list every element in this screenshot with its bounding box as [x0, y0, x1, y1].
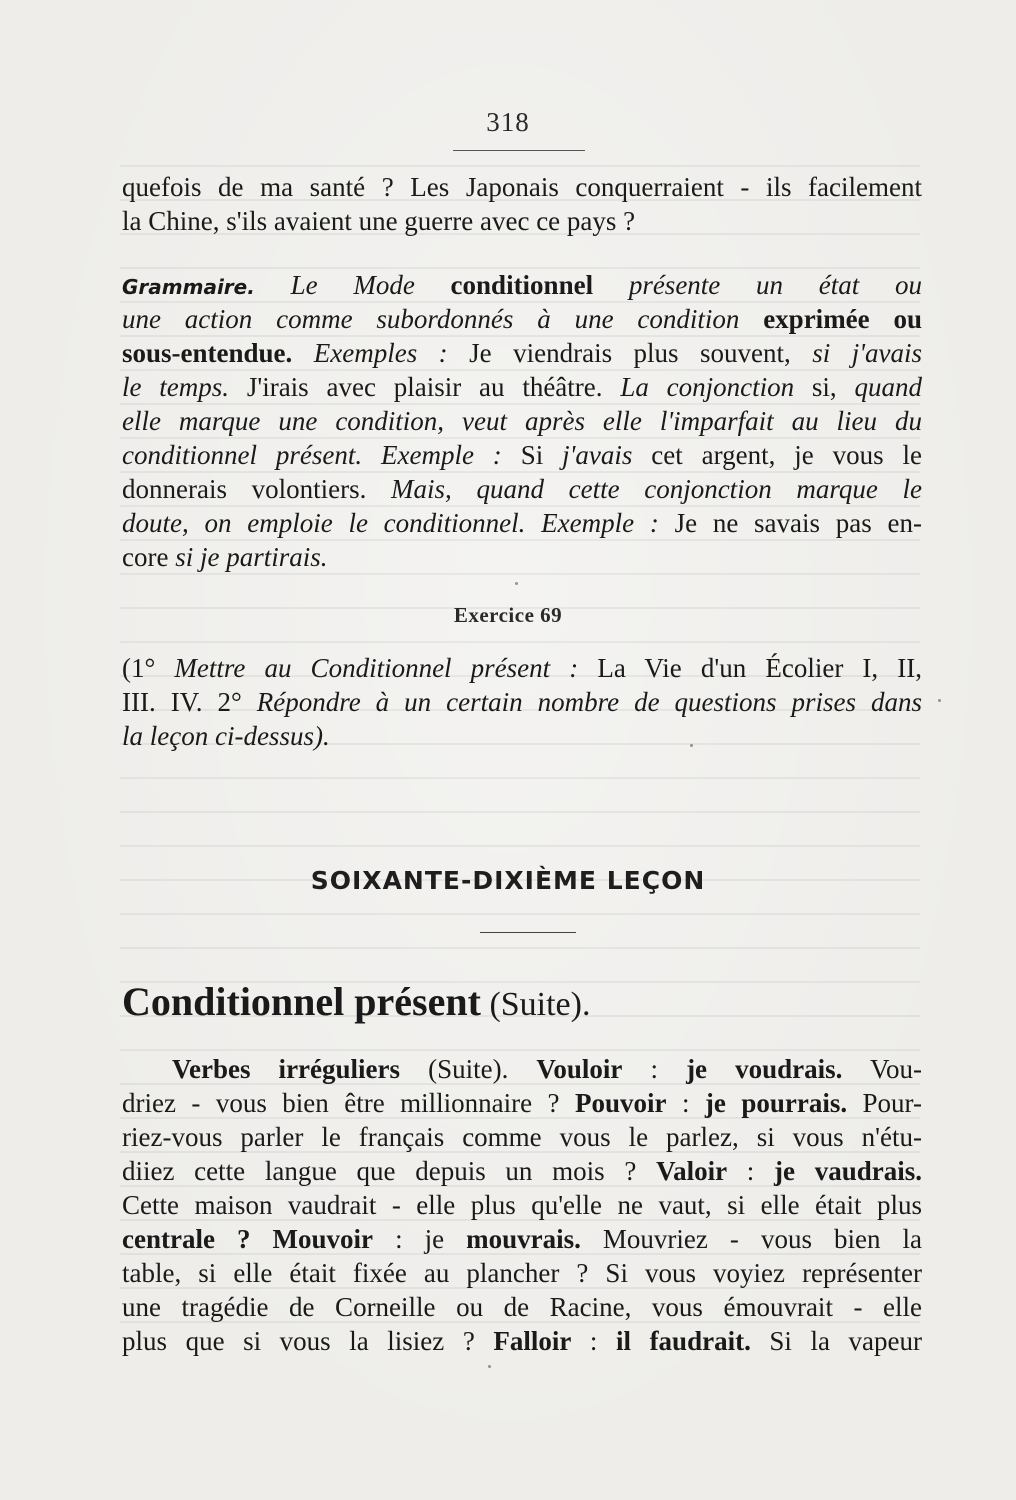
lesson-heading: SOIXANTE-DIXIÈME LEÇON	[310, 866, 706, 895]
verbs-line: Cette maison vaudrait - elle plus qu'elle ne vaut, si elle était plus	[122, 1190, 922, 1220]
print-speck	[938, 699, 941, 702]
section-title: Conditionnel présent (Suite).	[122, 979, 591, 1024]
verbs-line: riez-vous parler le français comme vous le parlez, si vous n'étu-	[122, 1122, 922, 1152]
print-speck	[515, 582, 518, 585]
grammar-label: Grammaire.	[122, 275, 255, 299]
grammar-line: doute, on emploie le conditionnel. Exemple : Je ne savais pas en-	[122, 508, 922, 538]
grammar-line: Grammaire. Le Mode conditionnel présente un état ou	[122, 270, 922, 300]
exercise-heading: Exercice 69	[453, 603, 563, 627]
grammar-paragraph	[122, 268, 922, 574]
grammar-line: donnerais volontiers. Mais, quand cette conjonction marque le	[122, 474, 922, 504]
verbs-line: Verbes irréguliers (Suite). Vouloir : je voudrais. Vou-	[172, 1054, 922, 1084]
intro-paragraph	[122, 170, 922, 238]
exercise-line: III. IV. 2° Répondre à un certain nombre de questions prises dans	[122, 687, 923, 717]
intro-line: la Chine, s'ils avaient une guerre avec ce pays ?	[122, 206, 636, 236]
verbs-line: centrale ? Mouvoir : je mouvrais. Mouvriez - vous bien la	[122, 1224, 923, 1254]
grammar-line: conditionnel présent. Exemple : Si j'avais cet argent, je vous le	[122, 440, 922, 470]
verbs-line: plus que si vous la lisiez ? Falloir : il faudrait. Si la vapeur	[122, 1326, 922, 1356]
grammar-line: le temps. J'irais avec plaisir au théâtre. La conjonction si, quand	[122, 372, 922, 402]
verbs-line: une tragédie de Corneille ou de Racine, vous émouvrait - elle	[122, 1292, 922, 1322]
exercise-line: (1° Mettre au Conditionnel présent : La Vie d'un Écolier I, II,	[122, 653, 922, 683]
exercise-paragraph	[122, 651, 922, 753]
verbs-paragraph	[122, 1052, 922, 1358]
intro-line: quefois de ma santé ? Les Japonais conquerraient - ils facilement	[122, 172, 922, 202]
page-number-rule	[453, 150, 585, 151]
exercise-line: la leçon ci-dessus).	[122, 721, 330, 751]
verbs-line: diiez cette langue que depuis un mois ? Valoir : je vaudrais.	[122, 1156, 922, 1186]
grammar-line: core si je partirais.	[122, 542, 328, 572]
lesson-rule	[480, 932, 576, 933]
verbs-line: table, si elle était fixée au plancher ? Si vous voyiez représenter	[122, 1258, 922, 1288]
grammar-line: elle marque une condition, veut après elle l'imparfait au lieu du	[122, 406, 922, 436]
page-number: 318	[486, 107, 530, 137]
print-speck	[488, 1365, 491, 1368]
grammar-line: une action comme subordonnés à une condition exprimée ou	[122, 304, 922, 334]
print-speck	[690, 744, 693, 747]
grammar-line: sous-entendue. Exemples : Je viendrais plus souvent, si j'avais	[122, 338, 922, 368]
verbs-line: driez - vous bien être millionnaire ? Pouvoir : je pourrais. Pour-	[122, 1088, 922, 1118]
